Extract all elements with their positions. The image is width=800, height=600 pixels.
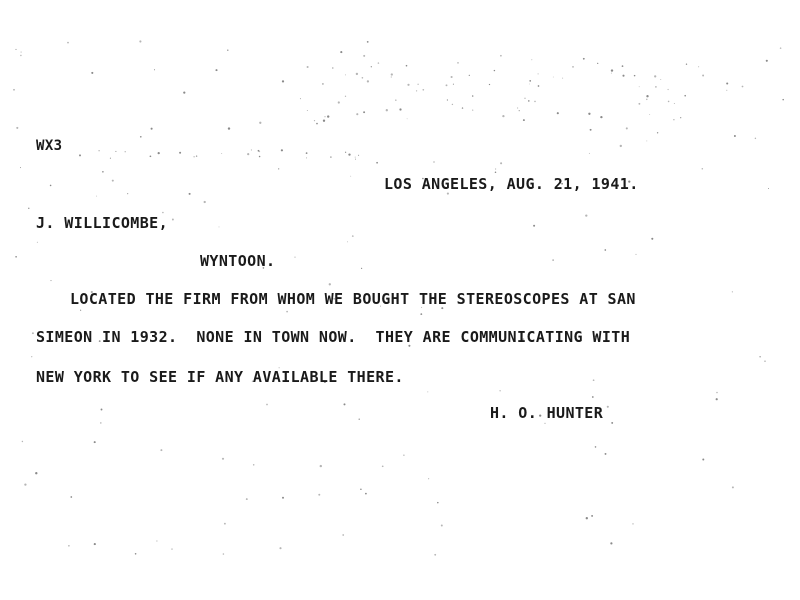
speckle [422,89,424,91]
speckle [572,66,573,67]
speckle [611,73,612,74]
speckle [591,515,593,517]
speckle [135,553,137,555]
speckle [139,40,141,42]
speckle [102,171,104,173]
speckle [395,99,397,101]
speckle [340,51,342,53]
speckle [768,188,769,189]
message-line: SIMEON IN 1932. NONE IN TOWN NOW. THEY ARE COMMUNICATING WITH [36,328,631,346]
speckle [140,136,142,138]
speckle [356,73,358,75]
speckle [698,66,699,67]
speckle [495,172,497,174]
speckle [224,523,226,525]
speckle [343,403,345,405]
speckle [223,553,225,555]
speckle [588,113,590,115]
speckle [325,116,326,117]
speckle [329,283,331,285]
speckle [529,84,530,85]
speckle [307,110,308,111]
speckle [371,66,372,67]
speckle [253,464,255,466]
speckle [361,268,362,269]
speckle [342,534,344,536]
speckle [673,119,674,120]
speckle [600,116,602,118]
speckle [20,167,21,168]
speckle [22,441,23,442]
addressee-location: WYNTOON. [200,252,276,270]
speckle [196,155,197,156]
speckle [179,152,181,154]
speckle [355,157,356,158]
speckle [318,494,320,496]
speckle [622,75,624,77]
speckle [94,441,96,443]
speckle [668,89,669,90]
speckle [399,108,401,110]
speckle [433,161,434,162]
speckle [350,176,351,177]
speckle [320,465,322,467]
speckle [726,82,728,84]
speckle [222,458,224,460]
speckle [365,493,367,495]
speckle [732,486,734,488]
speckle [494,70,495,71]
speckle [67,42,69,44]
speckle [345,152,346,153]
speckle [716,392,718,394]
speckle [544,423,545,424]
speckle [447,99,448,100]
speckle [156,540,157,541]
speckle [583,58,585,60]
speckle [702,75,704,77]
speckle [247,153,249,155]
speckle [360,488,362,490]
speckle [80,310,81,311]
speckle [500,162,502,164]
speckle [101,409,103,411]
speckle [391,73,393,75]
speckle [227,50,228,51]
speckle [519,110,520,111]
speckle [160,449,162,451]
speckle [189,193,191,195]
speckle [363,111,365,113]
speckle [50,280,51,281]
speckle [590,129,592,131]
speckle [780,47,782,49]
speckle [125,151,126,152]
speckle [221,153,222,154]
speckle [585,214,587,216]
speckle [348,153,350,155]
speckle [259,151,260,152]
speckle [24,483,26,485]
speckle [734,135,736,137]
speckle [610,542,612,544]
signature: H. O. HUNTER [490,404,604,422]
speckle [28,208,29,209]
speckle [259,122,261,124]
speckle [529,80,531,82]
speckle [345,74,346,75]
speckle [359,419,360,420]
speckle [266,404,268,406]
speckle [716,398,718,400]
speckle [523,119,525,121]
speckle [552,259,553,260]
speckle [15,256,17,258]
speckle [391,77,392,78]
speckle [363,55,365,57]
speckle [668,101,670,103]
speckle [684,95,686,97]
speckle [407,118,408,119]
speckle [533,225,535,227]
speckle [32,332,34,334]
speckle [13,89,15,91]
speckle [407,84,409,86]
speckle [295,257,296,258]
speckle [31,356,32,357]
speckle [228,127,230,129]
speckle [378,62,379,63]
speckle [96,196,97,197]
speckle [441,525,443,527]
speckle [110,158,111,159]
speckle [428,478,429,479]
speckle [593,379,595,381]
speckle [553,77,554,78]
speckle [94,543,96,545]
speckle [416,90,417,91]
speckle [21,52,22,53]
speckle [528,100,530,102]
speckle [452,104,453,105]
speckle [281,149,283,151]
speckle [322,83,324,85]
speckle [68,545,70,547]
speckle [330,156,331,157]
speckle [634,75,636,77]
speckle [355,159,356,160]
speckle [620,145,622,147]
speckle [674,103,675,104]
speckle [300,98,301,99]
speckle [638,103,640,105]
speckle [406,65,408,67]
speckle [98,150,99,151]
speckle [193,156,194,157]
speckle [127,193,128,194]
speckle [639,86,640,87]
speckle [332,67,333,68]
speckle [437,502,439,504]
speckle [314,120,315,121]
speckle [586,517,588,519]
speckle [327,115,329,117]
speckle [622,65,624,67]
speckle [742,86,744,88]
speckle [323,120,325,122]
speckle [759,356,760,357]
speckle [649,114,650,115]
speckle [702,168,704,170]
speckle [79,154,81,156]
speckle [204,201,206,203]
speckle [726,90,727,91]
speckle [469,75,470,76]
speckle [611,422,613,424]
speckle [646,140,647,141]
speckle [16,127,18,129]
speckle [626,127,628,129]
speckle [766,60,768,62]
speckle [680,117,681,118]
speckle [446,84,448,86]
speckle [362,77,364,79]
speckle [592,396,594,398]
speckle [451,76,453,78]
speckle [489,84,490,85]
speckle [282,497,284,499]
message-line: NEW YORK TO SEE IF ANY AVAILABLE THERE. [36,368,404,386]
speckle [151,128,153,130]
speckle [171,548,172,549]
dateline: LOS ANGELES, AUG. 21, 1941. [384,175,639,193]
speckle [462,107,463,108]
speckle [20,55,21,56]
speckle [646,99,647,100]
speckle [382,465,384,467]
speckle [755,138,756,139]
speckle [258,150,260,152]
speckle [259,156,261,158]
speckle [595,446,597,448]
speckle [517,108,518,109]
speckle [657,132,658,133]
speckle [702,458,704,460]
speckle [183,92,185,94]
speckle [597,63,598,64]
speckle [100,422,102,424]
speckle [251,149,252,150]
speckle [246,498,248,500]
speckle [150,155,152,157]
speckle [376,162,378,164]
speckle [219,226,220,227]
speckle [35,472,37,474]
speckle [524,98,525,99]
message-line: LOCATED THE FIRM FROM WHOM WE BOUGHT THE STEREOSCOPES AT SAN [70,290,636,308]
speckle [352,235,354,237]
speckle [764,360,766,362]
speckle [732,291,733,292]
speckle [495,168,496,169]
speckle [215,69,217,71]
speckle [115,151,116,152]
speckle [457,62,458,63]
speckle [646,95,648,97]
telegram-code: WX3 [36,138,63,154]
speckle [307,66,309,68]
speckle [154,69,155,70]
speckle [15,49,16,50]
speckle [70,496,72,498]
speckle [367,80,369,82]
speckle [91,72,93,74]
speckle [632,523,633,524]
speckle [403,454,404,455]
speckle [589,153,590,154]
speckle [531,59,532,60]
speckle [538,73,539,74]
speckle [557,112,559,114]
speckle [386,109,388,111]
speckle [453,84,454,85]
speckle [534,101,536,103]
speckle [604,249,606,251]
speckle [502,115,504,117]
speckle [655,86,657,88]
speckle [50,185,52,187]
speckle [278,168,279,169]
speckle [605,453,607,455]
speckle [562,78,563,79]
speckle [607,406,609,408]
speckle [367,41,369,43]
speckle [427,391,428,392]
speckle [282,80,284,82]
speckle [358,155,359,156]
speckle [651,238,653,240]
speckle [611,69,613,71]
speckle [345,96,346,97]
speckle [660,79,661,80]
speckle [37,242,38,243]
speckle [158,152,160,154]
speckle [279,547,281,549]
speckle [347,241,348,242]
speckle [500,55,502,57]
speckle [538,85,540,87]
speckle [306,157,307,158]
speckle [172,219,174,221]
speckle [636,254,637,255]
speckle [112,180,114,182]
speckle [434,554,436,556]
speckle [417,84,418,85]
speckle [420,313,422,315]
speckle [499,390,500,391]
addressee: J. WILLICOMBE, [36,214,169,232]
speckle [338,101,340,103]
speckle [356,113,358,115]
speckle [472,95,474,97]
speckle [286,311,288,313]
speckle [686,64,687,65]
speckle [472,109,473,110]
speckle [654,75,656,77]
speckle [782,99,784,101]
speckle [316,123,318,125]
speckle [306,152,308,154]
